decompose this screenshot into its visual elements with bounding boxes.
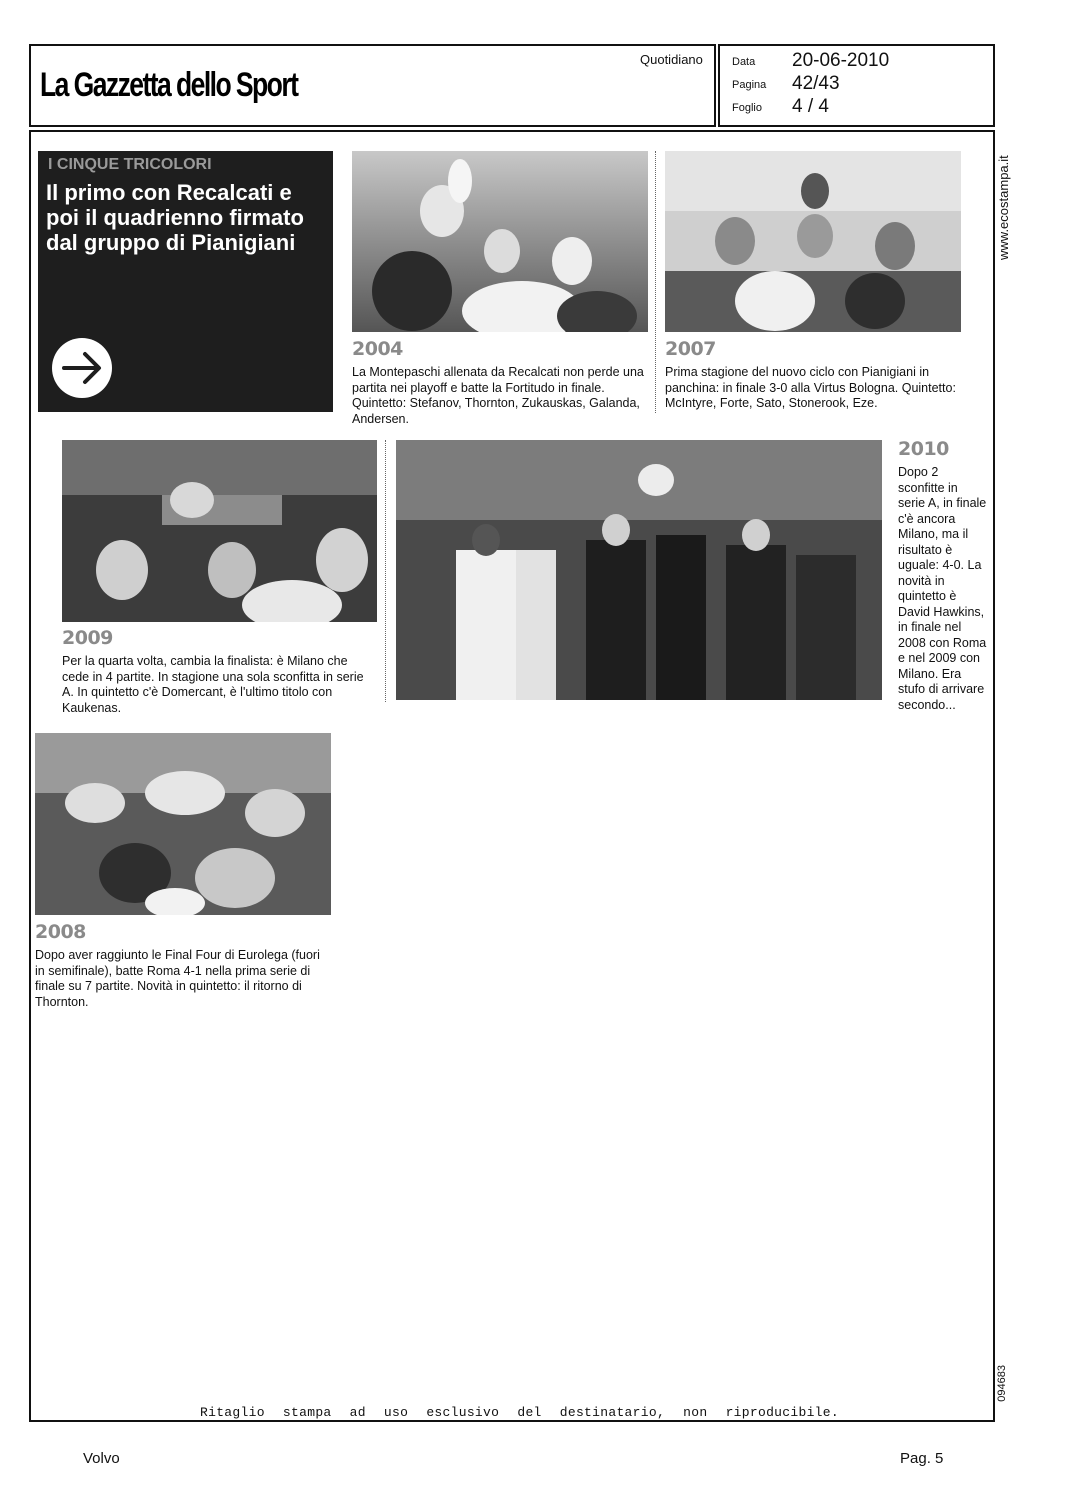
caption-2009: Per la quarta volta, cambia la finalista: è Milano che cede in 4 partite. In stagione una sola sconfitta in serie A. In quintetto c'è Domercant, è l'ultimo titolo con Kaukenas. [62, 654, 364, 715]
feature-kicker: I CINQUE TRICOLORI [48, 156, 212, 173]
photo-2009 [62, 440, 377, 622]
side-url: www.ecostampa.it [996, 155, 1011, 260]
year-2007: 2007 [665, 338, 716, 360]
photo-2007 [665, 151, 961, 332]
feature-headline: Il primo con Recalcati e poi il quadrienno firmato dal gruppo di Pianigiani [46, 180, 304, 255]
publication-type: Quotidiano [640, 52, 703, 67]
photo-2010 [396, 440, 882, 700]
pagina-value: 42/43 [792, 73, 840, 94]
year-2009: 2009 [62, 627, 113, 649]
column-divider-2 [385, 440, 386, 702]
caption-2004: La Montepaschi allenata da Recalcati non perde una partita nei playoff e batte la Fortitudo in finale. Quintetto: Stefanov, Thornton, Zukauskas, Galanda, Andersen. [352, 365, 644, 426]
footer-note: Ritaglio stampa ad uso esclusivo del destinatario, non riproducibile. [200, 1405, 839, 1420]
foglio-value: 4 / 4 [792, 96, 829, 117]
pagina-label: Pagina [732, 79, 767, 91]
caption-2008: Dopo aver raggiunto le Final Four di Eurolega (fuori in semifinale), batte Roma 4-1 nella prima serie di finale su 7 partite. Novità in quintetto: il ritorno di Thornton. [35, 948, 320, 1009]
year-2008: 2008 [35, 921, 86, 943]
foglio-label: Foglio [732, 102, 762, 114]
page-number: Pag. 5 [900, 1450, 944, 1467]
caption-2007: Prima stagione del nuovo ciclo con Pianigiani in panchina: in finale 3-0 alla Virtus Bologna. Quintetto: McIntyre, Forte, Sato, Stonerook, Eze. [665, 365, 956, 410]
column-divider [655, 151, 656, 413]
data-value: 20-06-2010 [792, 50, 890, 71]
photo-2008 [35, 733, 331, 915]
client-name: Volvo [83, 1450, 120, 1467]
side-code: 094683 [996, 1365, 1008, 1402]
arrow-right-icon [52, 338, 112, 398]
caption-2010: Dopo 2 sconfitte in serie A, in finale c'è ancora Milano, ma il risultato è uguale: 4-0. La novità in quintetto è David Hawkins, in finale nel 2008 con Roma e nel 2009 con Milano. Era stufo di arrivare secondo... [898, 465, 987, 712]
year-2010: 2010 [898, 438, 949, 460]
data-label: Data [732, 56, 756, 68]
year-2004: 2004 [352, 338, 403, 360]
masthead-logo: La Gazzetta dello Sport [40, 66, 298, 104]
photo-2004 [352, 151, 648, 332]
